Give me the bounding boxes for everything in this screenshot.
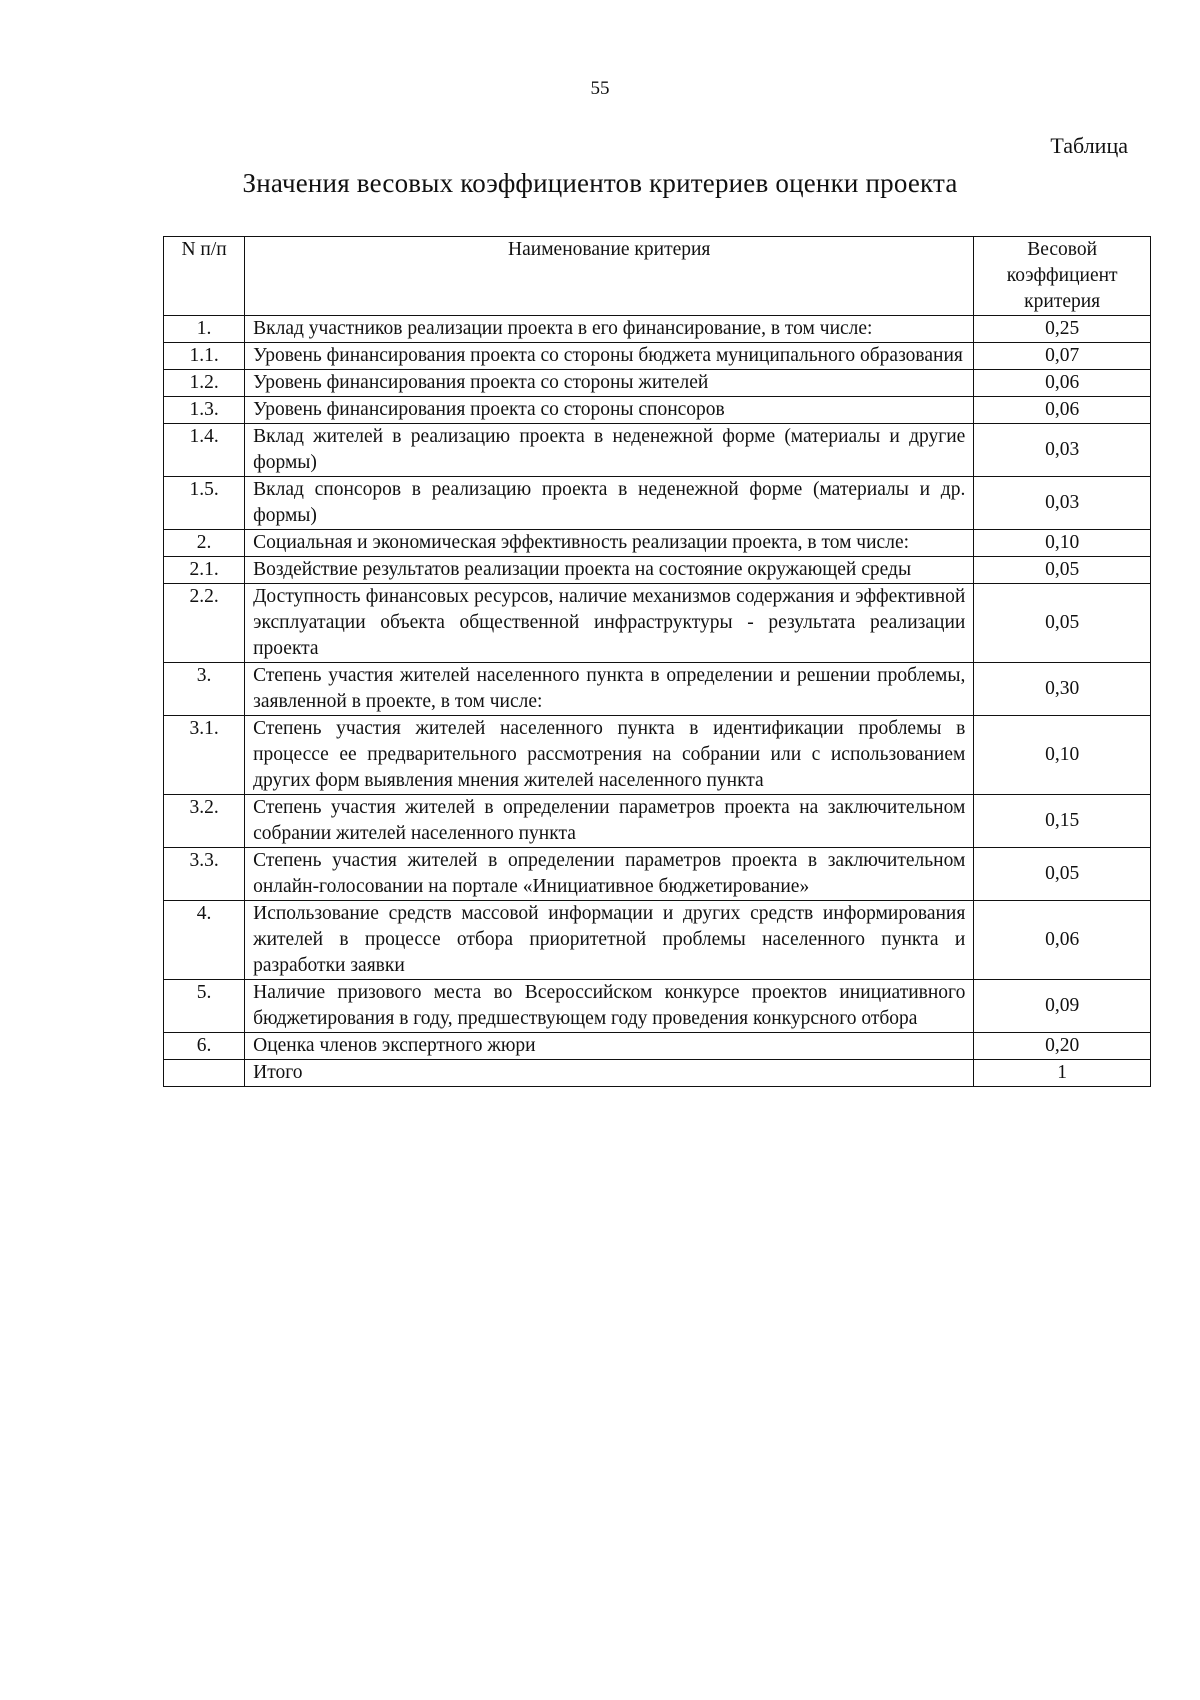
weight-coefficient: 1	[974, 1060, 1151, 1087]
row-number: 1.2.	[164, 370, 245, 397]
weight-coefficient: 0,30	[974, 663, 1151, 716]
weight-coefficient: 0,25	[974, 316, 1151, 343]
table-row	[164, 397, 1151, 424]
table-row	[164, 343, 1151, 370]
criterion-name: Воздействие результатов реализации проекта на состояние окружающей среды	[245, 557, 974, 584]
weight-coefficient: 0,09	[974, 980, 1151, 1033]
criterion-name: Уровень финансирования проекта со стороны жителей	[245, 370, 974, 397]
criterion-name: Степень участия жителей в определении параметров проекта в заключительном онлайн-голосовании на портале «Инициативное бюджетирование»	[245, 848, 974, 901]
table-row	[164, 1060, 1151, 1087]
row-number: 3.1.	[164, 716, 245, 795]
row-number: 3.2.	[164, 795, 245, 848]
row-number: 3.	[164, 663, 245, 716]
table-row	[164, 716, 1151, 795]
header-num: N п/п	[164, 237, 245, 316]
header-weight: Весовой коэффициент критерия	[974, 237, 1151, 316]
row-number	[164, 1060, 245, 1087]
table-row	[164, 848, 1151, 901]
table-row	[164, 424, 1151, 477]
table-row	[164, 530, 1151, 557]
criterion-name: Оценка членов экспертного жюри	[245, 1033, 974, 1060]
table-row	[164, 795, 1151, 848]
weight-coefficient: 0,10	[974, 716, 1151, 795]
row-number: 4.	[164, 901, 245, 980]
table-row	[164, 477, 1151, 530]
table-row	[164, 901, 1151, 980]
weight-coefficient: 0,05	[974, 557, 1151, 584]
criterion-name: Степень участия жителей населенного пункта в определении и решении проблемы, заявленной в проекте, в том числе:	[245, 663, 974, 716]
table-row	[164, 1033, 1151, 1060]
weight-coefficient: 0,03	[974, 424, 1151, 477]
row-number: 2.	[164, 530, 245, 557]
criterion-name: Уровень финансирования проекта со стороны бюджета муниципального образования	[245, 343, 974, 370]
criterion-name: Итого	[245, 1060, 974, 1087]
criterion-name: Степень участия жителей в определении параметров проекта на заключительном собрании жителей населенного пункта	[245, 795, 974, 848]
criterion-name: Степень участия жителей населенного пункта в идентификации проблемы в процессе ее предварительного рассмотрения на собрании или с использованием других форм выявления мнения жителей населенного пункта	[245, 716, 974, 795]
row-number: 1.4.	[164, 424, 245, 477]
table-caption: Таблица	[1050, 133, 1128, 158]
weight-coefficient: 0,05	[974, 584, 1151, 663]
weight-coefficient: 0,20	[974, 1033, 1151, 1060]
table-row	[164, 980, 1151, 1033]
row-number: 1.	[164, 316, 245, 343]
row-number: 1.5.	[164, 477, 245, 530]
weight-coefficient: 0,10	[974, 530, 1151, 557]
criterion-name: Вклад спонсоров в реализацию проекта в неденежной форме (материалы и др. формы)	[245, 477, 974, 530]
table-row	[164, 370, 1151, 397]
table-row	[164, 584, 1151, 663]
row-number: 1.3.	[164, 397, 245, 424]
weight-coefficient: 0,06	[974, 397, 1151, 424]
page-title: Значения весовых коэффициентов критериев оценки проекта	[242, 168, 958, 198]
criterion-name: Вклад участников реализации проекта в его финансирование, в том числе:	[245, 316, 974, 343]
row-number: 2.1.	[164, 557, 245, 584]
row-number: 2.2.	[164, 584, 245, 663]
row-number: 3.3.	[164, 848, 245, 901]
table-row	[164, 316, 1151, 343]
table-header-row	[164, 237, 1151, 316]
weight-coefficient: 0,05	[974, 848, 1151, 901]
criterion-name: Использование средств массовой информации и других средств информирования жителей в процессе отбора приоритетной проблемы населенного пункта и разработки заявки	[245, 901, 974, 980]
weight-coefficient: 0,07	[974, 343, 1151, 370]
criterion-name: Социальная и экономическая эффективность реализации проекта, в том числе:	[245, 530, 974, 557]
table-row	[164, 557, 1151, 584]
table-body	[164, 316, 1151, 1087]
row-number: 6.	[164, 1033, 245, 1060]
weight-coefficient: 0,15	[974, 795, 1151, 848]
page-number: 55	[590, 78, 610, 99]
row-number: 1.1.	[164, 343, 245, 370]
weight-coefficient: 0,06	[974, 901, 1151, 980]
header-name: Наименование критерия	[245, 237, 974, 316]
weight-coefficient: 0,06	[974, 370, 1151, 397]
criterion-name: Доступность финансовых ресурсов, наличие механизмов содержания и эффективной эксплуатации объекта общественной инфраструктуры - результата реализации проекта	[245, 584, 974, 663]
weight-coefficient: 0,03	[974, 477, 1151, 530]
criteria-table	[163, 236, 1151, 1087]
criterion-name: Наличие призового места во Всероссийском конкурсе проектов инициативного бюджетирования в году, предшествующем году проведения конкурсного отбора	[245, 980, 974, 1033]
criterion-name: Вклад жителей в реализацию проекта в неденежной форме (материалы и другие формы)	[245, 424, 974, 477]
row-number: 5.	[164, 980, 245, 1033]
table-row	[164, 663, 1151, 716]
criterion-name: Уровень финансирования проекта со стороны спонсоров	[245, 397, 974, 424]
